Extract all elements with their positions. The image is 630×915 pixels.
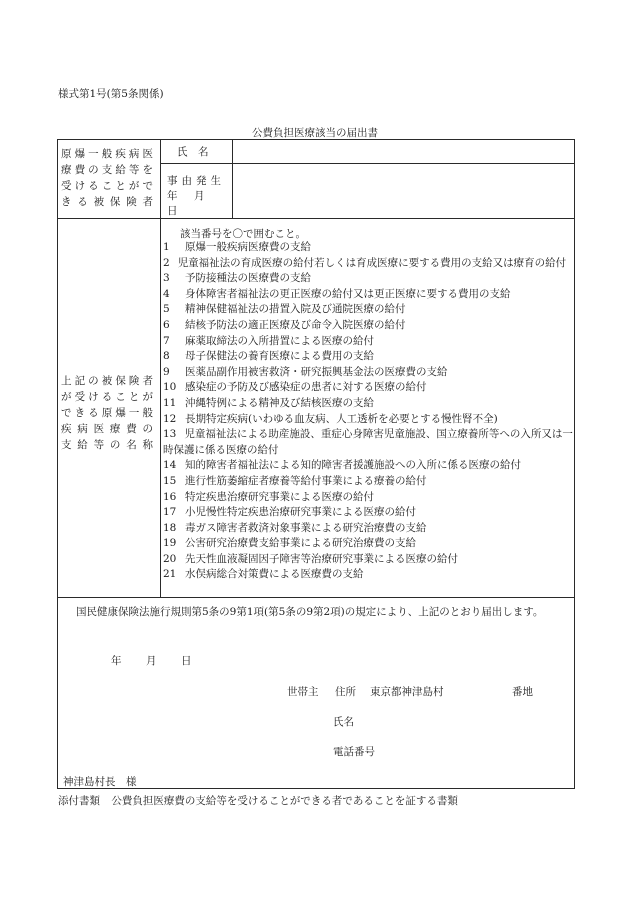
attachment-text: 公費負担医療費の支給等を受けることができる者であることを証する書類 xyxy=(111,795,458,807)
benefit-item-number: 17 xyxy=(163,506,177,519)
benefit-item-number: 3 xyxy=(163,272,170,285)
insured-label-line: きる被保険者 xyxy=(61,196,153,208)
benefit-item-number: 5 xyxy=(163,303,170,316)
benefit-item-number: 6 xyxy=(163,318,170,331)
insured-section-divider xyxy=(58,218,575,219)
benefit-item-text: 児童福祉法の育成医療の給付若しくは育成医療に要する費用の支給又は療育の給付 xyxy=(177,256,567,269)
benefit-item-number: 9 xyxy=(163,365,170,378)
benefit-item[interactable] xyxy=(163,567,573,583)
benefit-item[interactable] xyxy=(163,334,573,350)
declaration-text: 国民健康保険法施行規則第5条の9第1項(第5条の9第2項)の規定により、上記のとおり届出します。 xyxy=(76,606,544,618)
benefit-label-line: が受けることが xyxy=(61,391,153,403)
benefit-item-text: 予防接種法の医療費の支給 xyxy=(185,272,311,285)
benefit-item[interactable] xyxy=(163,536,573,552)
benefit-item-number: 16 xyxy=(163,490,177,503)
event-date-label-line1: 事由発生 xyxy=(167,175,225,187)
applicant-name-label: 氏名 xyxy=(333,716,354,728)
benefit-item[interactable] xyxy=(163,427,573,458)
insured-label-line: 受けることがで xyxy=(61,180,153,192)
benefit-item-number: 21 xyxy=(163,568,177,581)
benefit-item-text: 先天性血液凝固因子障害等治療研究事業による医療の給付 xyxy=(185,552,458,565)
benefit-item-number: 14 xyxy=(163,459,177,472)
benefit-item-text: 特定疾患治療研究事業による医療の給付 xyxy=(185,490,374,503)
benefit-item-text: 進行性筋萎縮症者療養等給付事業による療養の給付 xyxy=(185,474,427,487)
benefit-item[interactable] xyxy=(163,240,573,256)
benefit-item[interactable] xyxy=(163,412,573,428)
benefit-item[interactable] xyxy=(163,287,573,303)
addressee: 神津島村長 様 xyxy=(63,776,137,788)
benefit-label-line: 支給等の名称 xyxy=(61,439,153,451)
address-value: 東京都神津島村 xyxy=(370,686,444,698)
event-date-label xyxy=(167,174,227,219)
benefit-item-text: 毒ガス障害者救済対象事業による研究治療費の支給 xyxy=(185,521,427,534)
benefit-item[interactable] xyxy=(163,271,573,287)
date-year-label: 年 xyxy=(111,655,122,667)
benefit-item-number: 12 xyxy=(163,412,177,425)
insured-label-line: 原爆一般疾病医 xyxy=(61,148,153,160)
benefit-item-list xyxy=(163,240,573,583)
insured-label xyxy=(61,146,153,210)
benefit-item[interactable] xyxy=(163,365,573,381)
benefit-item-text: 母子保健法の養育医療による費用の支給 xyxy=(185,350,374,363)
event-date-field[interactable] xyxy=(233,163,573,215)
benefit-item-number: 8 xyxy=(163,350,170,363)
benefit-item-text: 小児慢性特定疾患治療研究事業による医療の給付 xyxy=(185,506,416,519)
benefit-item-number: 19 xyxy=(163,537,177,550)
benefit-item[interactable] xyxy=(163,490,573,506)
benefit-item-number: 4 xyxy=(163,287,170,300)
benefit-item-text: 沖縄特例による精神及び結核医療の支給 xyxy=(185,396,374,409)
benefit-item-number: 18 xyxy=(163,521,177,534)
benefit-item[interactable] xyxy=(163,552,573,568)
benefit-item-text: 医薬品副作用被害救済・研究振興基金法の医療費の支給 xyxy=(185,365,448,378)
benefit-item-text: 公害研究治療費支給事業による研究治療費の支給 xyxy=(185,537,416,550)
benefit-item[interactable] xyxy=(163,349,573,365)
form-number: 様式第1号(第5条関係) xyxy=(58,88,164,100)
date-day-label: 日 xyxy=(181,655,192,667)
benefit-label-line: 疾病医療費の xyxy=(61,423,153,435)
benefit-item-number: 10 xyxy=(163,381,177,394)
benefit-item[interactable] xyxy=(163,256,573,272)
householder-label: 世帯主 xyxy=(287,686,319,698)
insured-label-line: 療費の支給等を xyxy=(61,164,153,176)
benefit-item-number: 15 xyxy=(163,474,177,487)
benefit-item-text: 児童福祉法による助産施設、重症心身障害児童施設、国立療養所等への入所又は一時保護に係る医療の給付 xyxy=(163,428,573,456)
circle-instruction: 該当番号を〇で囲むこと。 xyxy=(180,228,306,240)
benefit-item-text: 精神保健福祉法の措置入院及び通院医療の給付 xyxy=(185,303,406,316)
banchi-label: 番地 xyxy=(512,686,533,698)
benefit-item[interactable] xyxy=(163,318,573,334)
benefit-label xyxy=(61,373,153,453)
benefit-section-divider xyxy=(58,597,575,598)
phone-number-label: 電話番号 xyxy=(333,746,375,758)
benefit-item[interactable] xyxy=(163,380,573,396)
benefit-item-number: 2 xyxy=(163,256,170,269)
benefit-item[interactable] xyxy=(163,302,573,318)
attachment-note xyxy=(58,793,458,808)
name-label: 氏 名 xyxy=(177,146,209,158)
benefit-item-text: 麻薬取締法の入所措置による医療の給付 xyxy=(185,334,374,347)
left-column-divider xyxy=(160,140,161,597)
name-value-field[interactable] xyxy=(233,140,573,161)
benefit-item[interactable] xyxy=(163,521,573,537)
benefit-item-text: 身体障害者福祉法の更正医療の給付又は更正医療に要する費用の支給 xyxy=(185,287,511,300)
benefit-item[interactable] xyxy=(163,505,573,521)
benefit-item[interactable] xyxy=(163,396,573,412)
benefit-label-line: できる原爆一般 xyxy=(61,407,153,419)
benefit-label-line: 上記の被保険者 xyxy=(61,375,153,387)
address-label: 住所 xyxy=(335,686,356,698)
benefit-item[interactable] xyxy=(163,458,573,474)
benefit-item-text: 長期特定疾病(いわゆる血友病、人工透析を必要とする慢性腎不全) xyxy=(185,412,498,425)
benefit-item-text: 結核予防法の適正医療及び命令入院医療の給付 xyxy=(185,318,406,331)
date-month-label: 月 xyxy=(146,655,157,667)
benefit-item-number: 20 xyxy=(163,552,177,565)
benefit-item-text: 感染症の予防及び感染症の患者に対する医療の給付 xyxy=(185,381,427,394)
benefit-item-number: 7 xyxy=(163,334,170,347)
benefit-item-number: 1 xyxy=(163,241,170,253)
attachment-label: 添付書類 xyxy=(58,795,100,807)
benefit-item-text: 水俣病総合対策費による医療費の支給 xyxy=(185,568,364,581)
benefit-item-number: 13 xyxy=(163,428,177,441)
benefit-item-number: 11 xyxy=(163,396,177,409)
benefit-item-text: 原爆一般疾病医療費の支給 xyxy=(185,241,311,253)
benefit-item[interactable] xyxy=(163,474,573,490)
event-date-label-line2: 年 月 日 xyxy=(167,190,221,217)
document-title: 公費負担医療該当の届出書 xyxy=(252,127,378,139)
benefit-item-text: 知的障害者福祉法による知的障害者援護施設への入所に係る医療の給付 xyxy=(185,459,521,472)
